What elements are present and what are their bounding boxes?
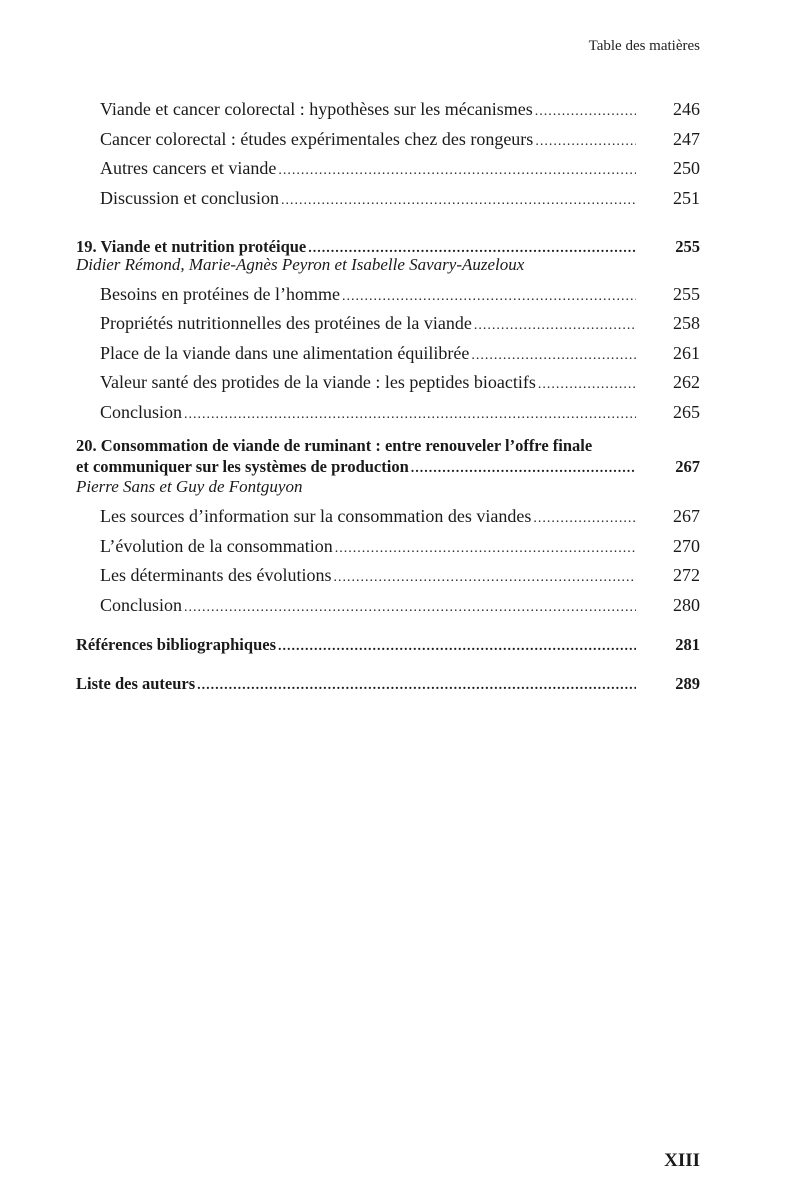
- toc-entry[interactable]: [76, 561, 700, 591]
- dot-leader: [342, 282, 636, 312]
- dot-leader: [333, 563, 636, 593]
- chapter-page: 267: [675, 457, 700, 476]
- toc-entry[interactable]: [76, 502, 700, 532]
- toc-entry-page: 270: [673, 535, 700, 556]
- toc-entry-title: Viande et cancer colorectal : hypothèses sur les mécanismes: [100, 99, 533, 119]
- dot-leader: [184, 400, 636, 430]
- toc-entry-page: 265: [673, 401, 700, 422]
- toc-entry[interactable]: [76, 95, 700, 125]
- dot-leader: [411, 458, 636, 479]
- dot-leader: [533, 504, 636, 534]
- toc-entry-title: Besoins en protéines de l’homme: [100, 283, 340, 304]
- toc-entry-title: Valeur santé des protides de la viande : les peptides bioactifs: [100, 372, 536, 392]
- toc-entry-page: 272: [673, 565, 700, 585]
- toc-entry[interactable]: [76, 398, 700, 428]
- chapter-20: [76, 435, 700, 620]
- chapter-heading[interactable]: [76, 232, 700, 262]
- toc-entry-page: 250: [673, 158, 700, 178]
- dot-leader: [278, 156, 636, 186]
- table-of-contents: [76, 95, 700, 698]
- chapter-title-line-1[interactable]: 20. Consommation de viande de ruminant : entre renouveler l’offre finale: [76, 436, 593, 455]
- toc-entry-title: Les sources d’information sur la consommation des viandes: [100, 506, 532, 526]
- references-heading[interactable]: [76, 630, 700, 660]
- toc-entry[interactable]: [76, 532, 700, 562]
- chapter-heading[interactable]: [76, 456, 700, 477]
- toc-entry-title: Conclusion: [100, 594, 183, 615]
- toc-entry-title: Les déterminants des évolutions: [100, 565, 332, 585]
- authors-list-title: Liste des auteurs: [76, 673, 196, 693]
- toc-entry[interactable]: [76, 309, 700, 339]
- toc-entry[interactable]: [76, 154, 700, 184]
- toc-entry[interactable]: [76, 184, 700, 214]
- toc-entry-title: Discussion et conclusion: [100, 187, 279, 208]
- toc-entry[interactable]: [76, 125, 700, 155]
- chapter-authors: Pierre Sans et Guy de Fontguyon: [76, 477, 303, 496]
- toc-entry-title: Autres cancers et viande: [100, 158, 277, 178]
- toc-section-continued: [76, 95, 700, 213]
- toc-entry-page: 280: [673, 594, 700, 615]
- toc-entry-title: Conclusion: [100, 401, 183, 422]
- running-head: Table des matières: [588, 38, 700, 54]
- toc-entry[interactable]: [76, 368, 700, 398]
- dot-leader: [184, 593, 636, 623]
- authors-list-page: 289: [675, 673, 700, 693]
- toc-entry-title: L’évolution de la consommation: [100, 535, 333, 556]
- toc-entry-page: 267: [673, 506, 700, 526]
- toc-entry[interactable]: [76, 280, 700, 310]
- page-number: XIII: [664, 1150, 700, 1171]
- authors-list-section: [76, 669, 700, 699]
- toc-entry-title: Place de la viande dans une alimentation équilibrée: [100, 342, 470, 363]
- dot-leader: [471, 341, 636, 371]
- toc-entry-page: 246: [673, 99, 700, 119]
- references-page: 281: [675, 635, 700, 654]
- authors-list-heading[interactable]: [76, 669, 700, 699]
- references-section: [76, 630, 700, 660]
- toc-entry-page: 258: [673, 313, 700, 333]
- dot-leader: [278, 632, 636, 662]
- dot-leader: [474, 311, 636, 341]
- toc-entry-page: 262: [673, 372, 700, 392]
- dot-leader: [197, 671, 636, 701]
- chapter-page: 255: [675, 237, 700, 256]
- toc-entry-page: 251: [673, 187, 700, 208]
- dot-leader: [538, 370, 636, 400]
- dot-leader: [281, 186, 636, 216]
- dot-leader: [535, 97, 636, 127]
- dot-leader: [535, 127, 636, 157]
- chapter-title-line-2: et communiquer sur les systèmes de production: [76, 457, 409, 476]
- chapter-authors: Didier Rémond, Marie-Agnès Peyron et Isabelle Savary-Auzeloux: [76, 254, 525, 274]
- toc-entry[interactable]: [76, 339, 700, 369]
- toc-entry-page: 261: [673, 342, 700, 363]
- toc-entry-page: 255: [673, 283, 700, 304]
- references-title: Références bibliographiques: [76, 635, 276, 654]
- chapter-title: 19. Viande et nutrition protéique: [76, 237, 307, 256]
- dot-leader: [335, 534, 636, 564]
- toc-entry-page: 247: [673, 128, 700, 149]
- toc-entry-title: Propriétés nutritionnelles des protéines de la viande: [100, 313, 472, 333]
- toc-entry-title: Cancer colorectal : études expérimentales chez des rongeurs: [100, 128, 534, 149]
- toc-entry[interactable]: [76, 591, 700, 621]
- chapter-19: [76, 232, 700, 427]
- dot-leader: [308, 234, 636, 264]
